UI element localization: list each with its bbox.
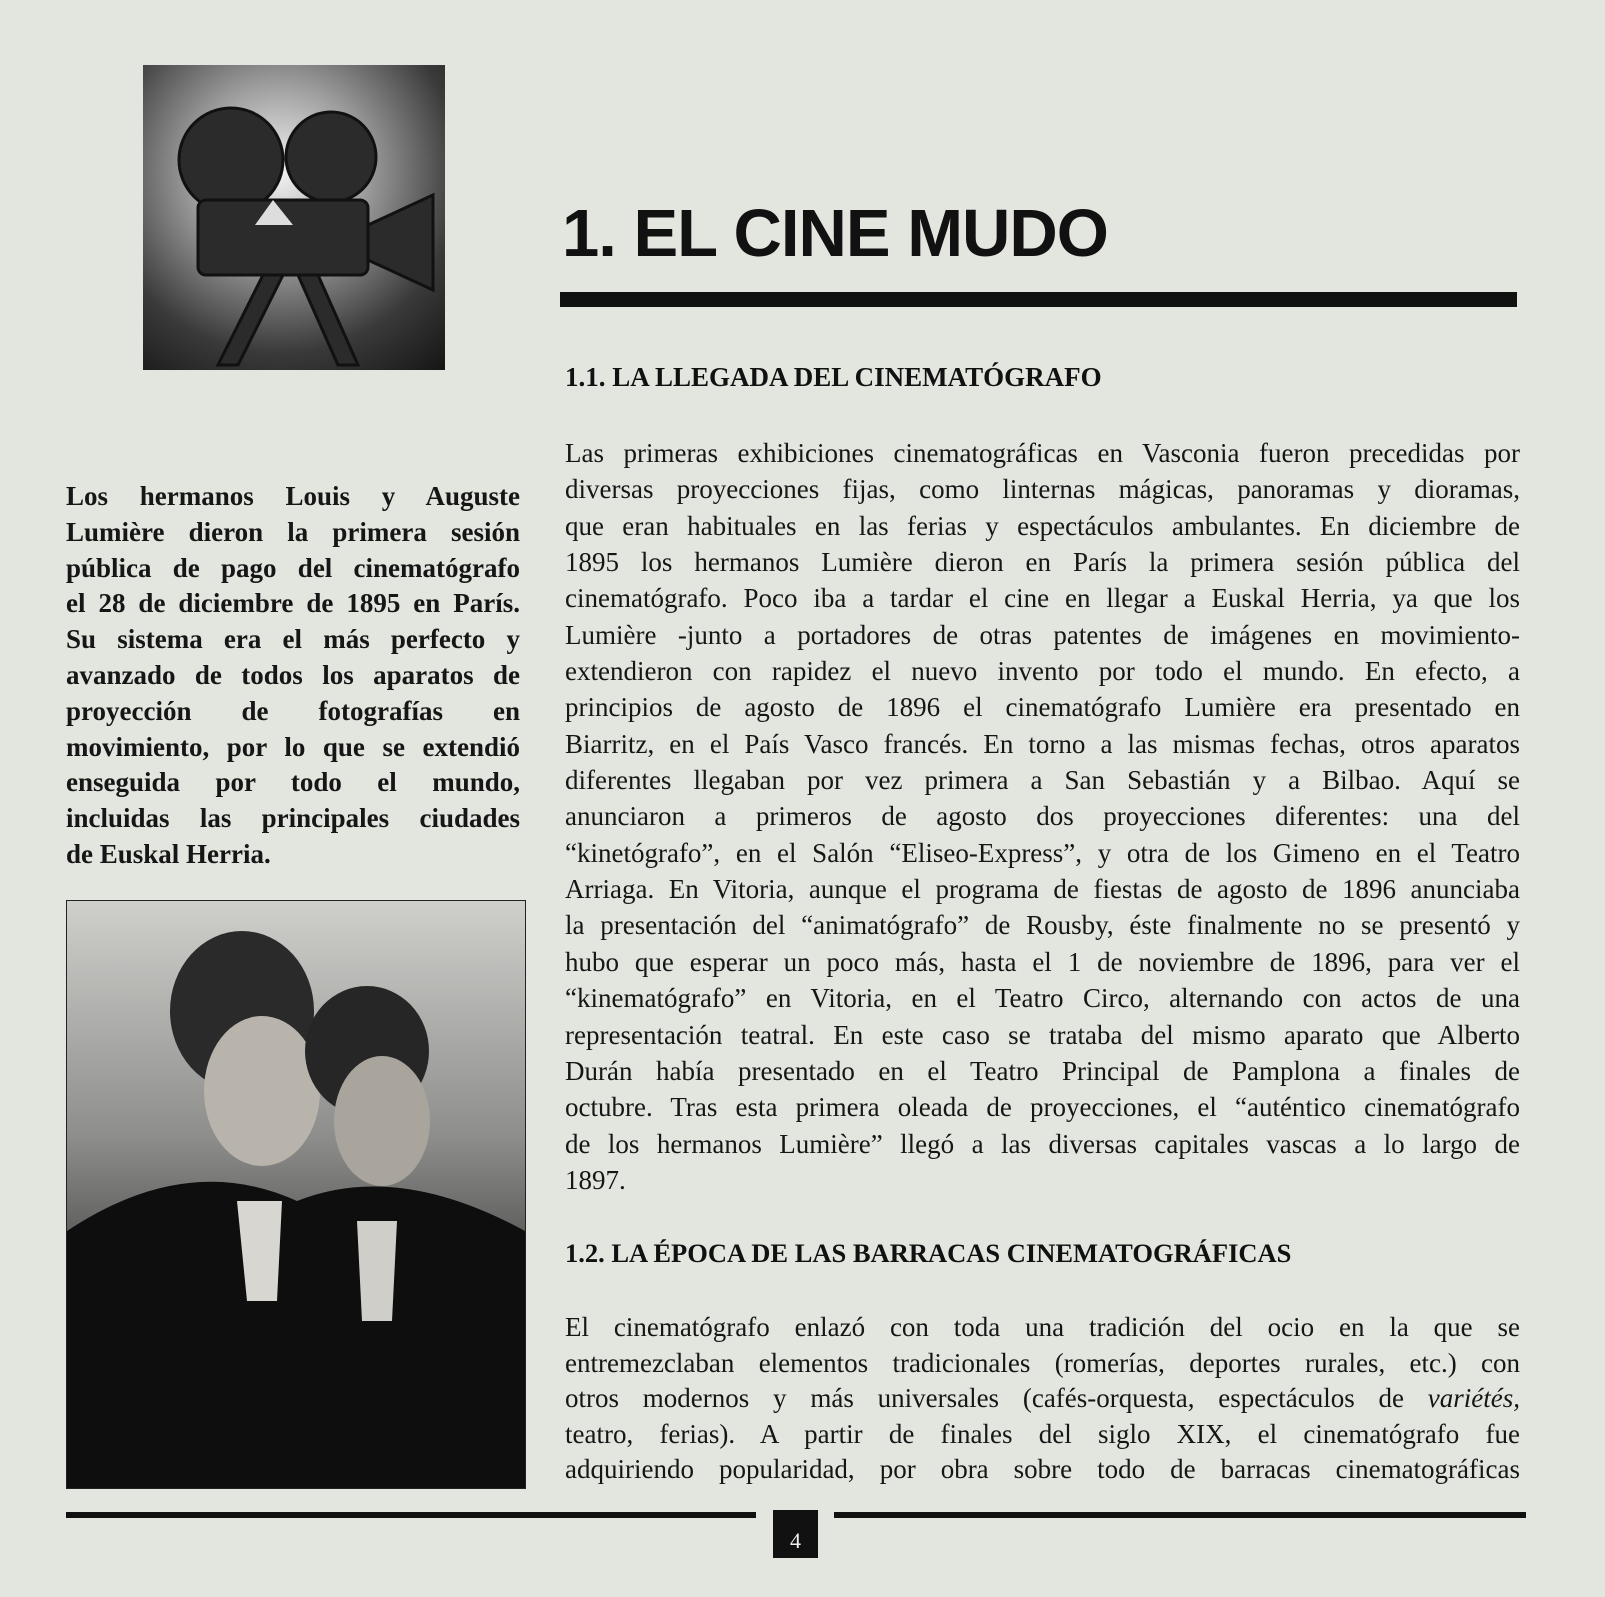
text-line: anunciaron a primeros de agosto dos proyecciones diferentes: una del (565, 801, 1520, 832)
text-line: principios de agosto de 1896 el cinematógrafo Lumière era presentado en (565, 692, 1520, 723)
page-title: 1. EL CINE MUDO (562, 196, 1108, 271)
text-line: octubre. Tras esta primera oleada de proyecciones, el “auténtico cinematógrafo (565, 1092, 1520, 1123)
title-rule (560, 292, 1517, 307)
text-line: de los hermanos Lumière” llegó a las diversas capitales vascas a lo largo de (565, 1128, 1520, 1159)
text-line: de Euskal Herria. (66, 838, 271, 869)
text-line: Arriaga. En Vitoria, aunque el programa de fiestas de agosto de 1896 anunciaba (565, 874, 1520, 905)
text-line: avanzado de todos los aparatos de (66, 659, 520, 690)
text-line: movimiento, por lo que se extendió (66, 731, 520, 762)
text-line: Durán había presentado en el Teatro Principal de Pamplona a finales de (565, 1055, 1520, 1086)
text-line: 1897. (565, 1164, 626, 1195)
text-line: 1895 los hermanos Lumière dieron en París la primera sesión pública del (565, 547, 1520, 578)
text-line: hubo que esperar un poco más, hasta el 1 de noviembre de 1896, para ver el (565, 946, 1520, 977)
text-line: Las primeras exhibiciones cinematográficas en Vasconia fueron precedidas por (565, 438, 1520, 468)
text-line: representación teatral. En este caso se trataba del mismo aparato que Alberto (565, 1019, 1520, 1050)
text-line: incluidas las principales ciudades (66, 803, 520, 834)
film-camera-icon (143, 65, 445, 370)
text-line: El cinematógrafo enlazó con toda una tradición del ocio en la que se (565, 1312, 1520, 1342)
text-segment: otros modernos y más universales (cafés-orquesta, espectáculos de (565, 1383, 1428, 1414)
section-heading-1-2: 1.2. LA ÉPOCA DE LAS BARRACAS CINEMATOGRÁFICAS (565, 1238, 1292, 1268)
text-line: pública de pago del cinematógrafo (66, 552, 520, 583)
text-line: diferentes llegaban por vez primera a San Sebastián y a Bilbao. Aquí se (565, 765, 1520, 796)
italic-text: variétés, (1427, 1383, 1520, 1414)
text-line: teatro, ferias). A partir de finales del siglo XIX, el cinematógrafo fue (565, 1418, 1520, 1449)
text-line: cinematógrafo. Poco iba a tardar el cine en llegar a Euskal Herria, ya que los (565, 583, 1520, 614)
section-heading-1-1: 1.1. LA LLEGADA DEL CINEMATÓGRAFO (565, 362, 1102, 392)
footer-rule-left (66, 1512, 756, 1518)
text-line: “kinematógrafo” en Vitoria, en el Teatro Circo, alternando con actos de una (565, 983, 1520, 1014)
text-line: “kinetógrafo”, en el Salón “Eliseo-Express”, y otra de los Gimeno en el Teatro (565, 837, 1520, 868)
text-line (565, 1381, 1520, 1417)
text-line: Su sistema era el más perfecto y (66, 624, 520, 655)
text-line: Lumière -junto a portadores de otras patentes de imágenes en movimiento- (565, 619, 1520, 650)
page-number: 4 (773, 1510, 818, 1558)
text-line: proyección de fotografías en (66, 695, 520, 726)
text-line: el 28 de diciembre de 1895 en París. (66, 588, 520, 619)
text-line: adquiriendo popularidad, por obra sobre todo de barracas cinematográficas (565, 1454, 1520, 1485)
section-1-1-body (565, 435, 1520, 1198)
section-1-2-body (565, 1310, 1520, 1488)
sidebar-caption (66, 479, 520, 873)
text-line: Los hermanos Louis y Auguste (66, 481, 520, 511)
text-line: diversas proyecciones fijas, como linternas mágicas, panoramas y dioramas, (565, 474, 1520, 505)
text-line: enseguida por todo el mundo, (66, 767, 520, 798)
lumiere-brothers-photo (66, 900, 526, 1489)
text-line: Biarritz, en el País Vasco francés. En torno a las mismas fechas, otros aparatos (565, 728, 1520, 759)
text-line: extendieron con rapidez el nuevo invento por todo el mundo. En efecto, a (565, 656, 1520, 687)
footer-rule-right (834, 1512, 1526, 1518)
text-line: Lumière dieron la primera sesión (66, 516, 520, 547)
text-line: la presentación del “animatógrafo” de Rousby, éste finalmente no se presentó y (565, 910, 1520, 941)
text-line: entremezclaban elementos tradicionales (romerías, deportes rurales, etc.) con (565, 1347, 1520, 1378)
text-line: que eran habituales en las ferias y espectáculos ambulantes. En diciembre de (565, 510, 1520, 541)
